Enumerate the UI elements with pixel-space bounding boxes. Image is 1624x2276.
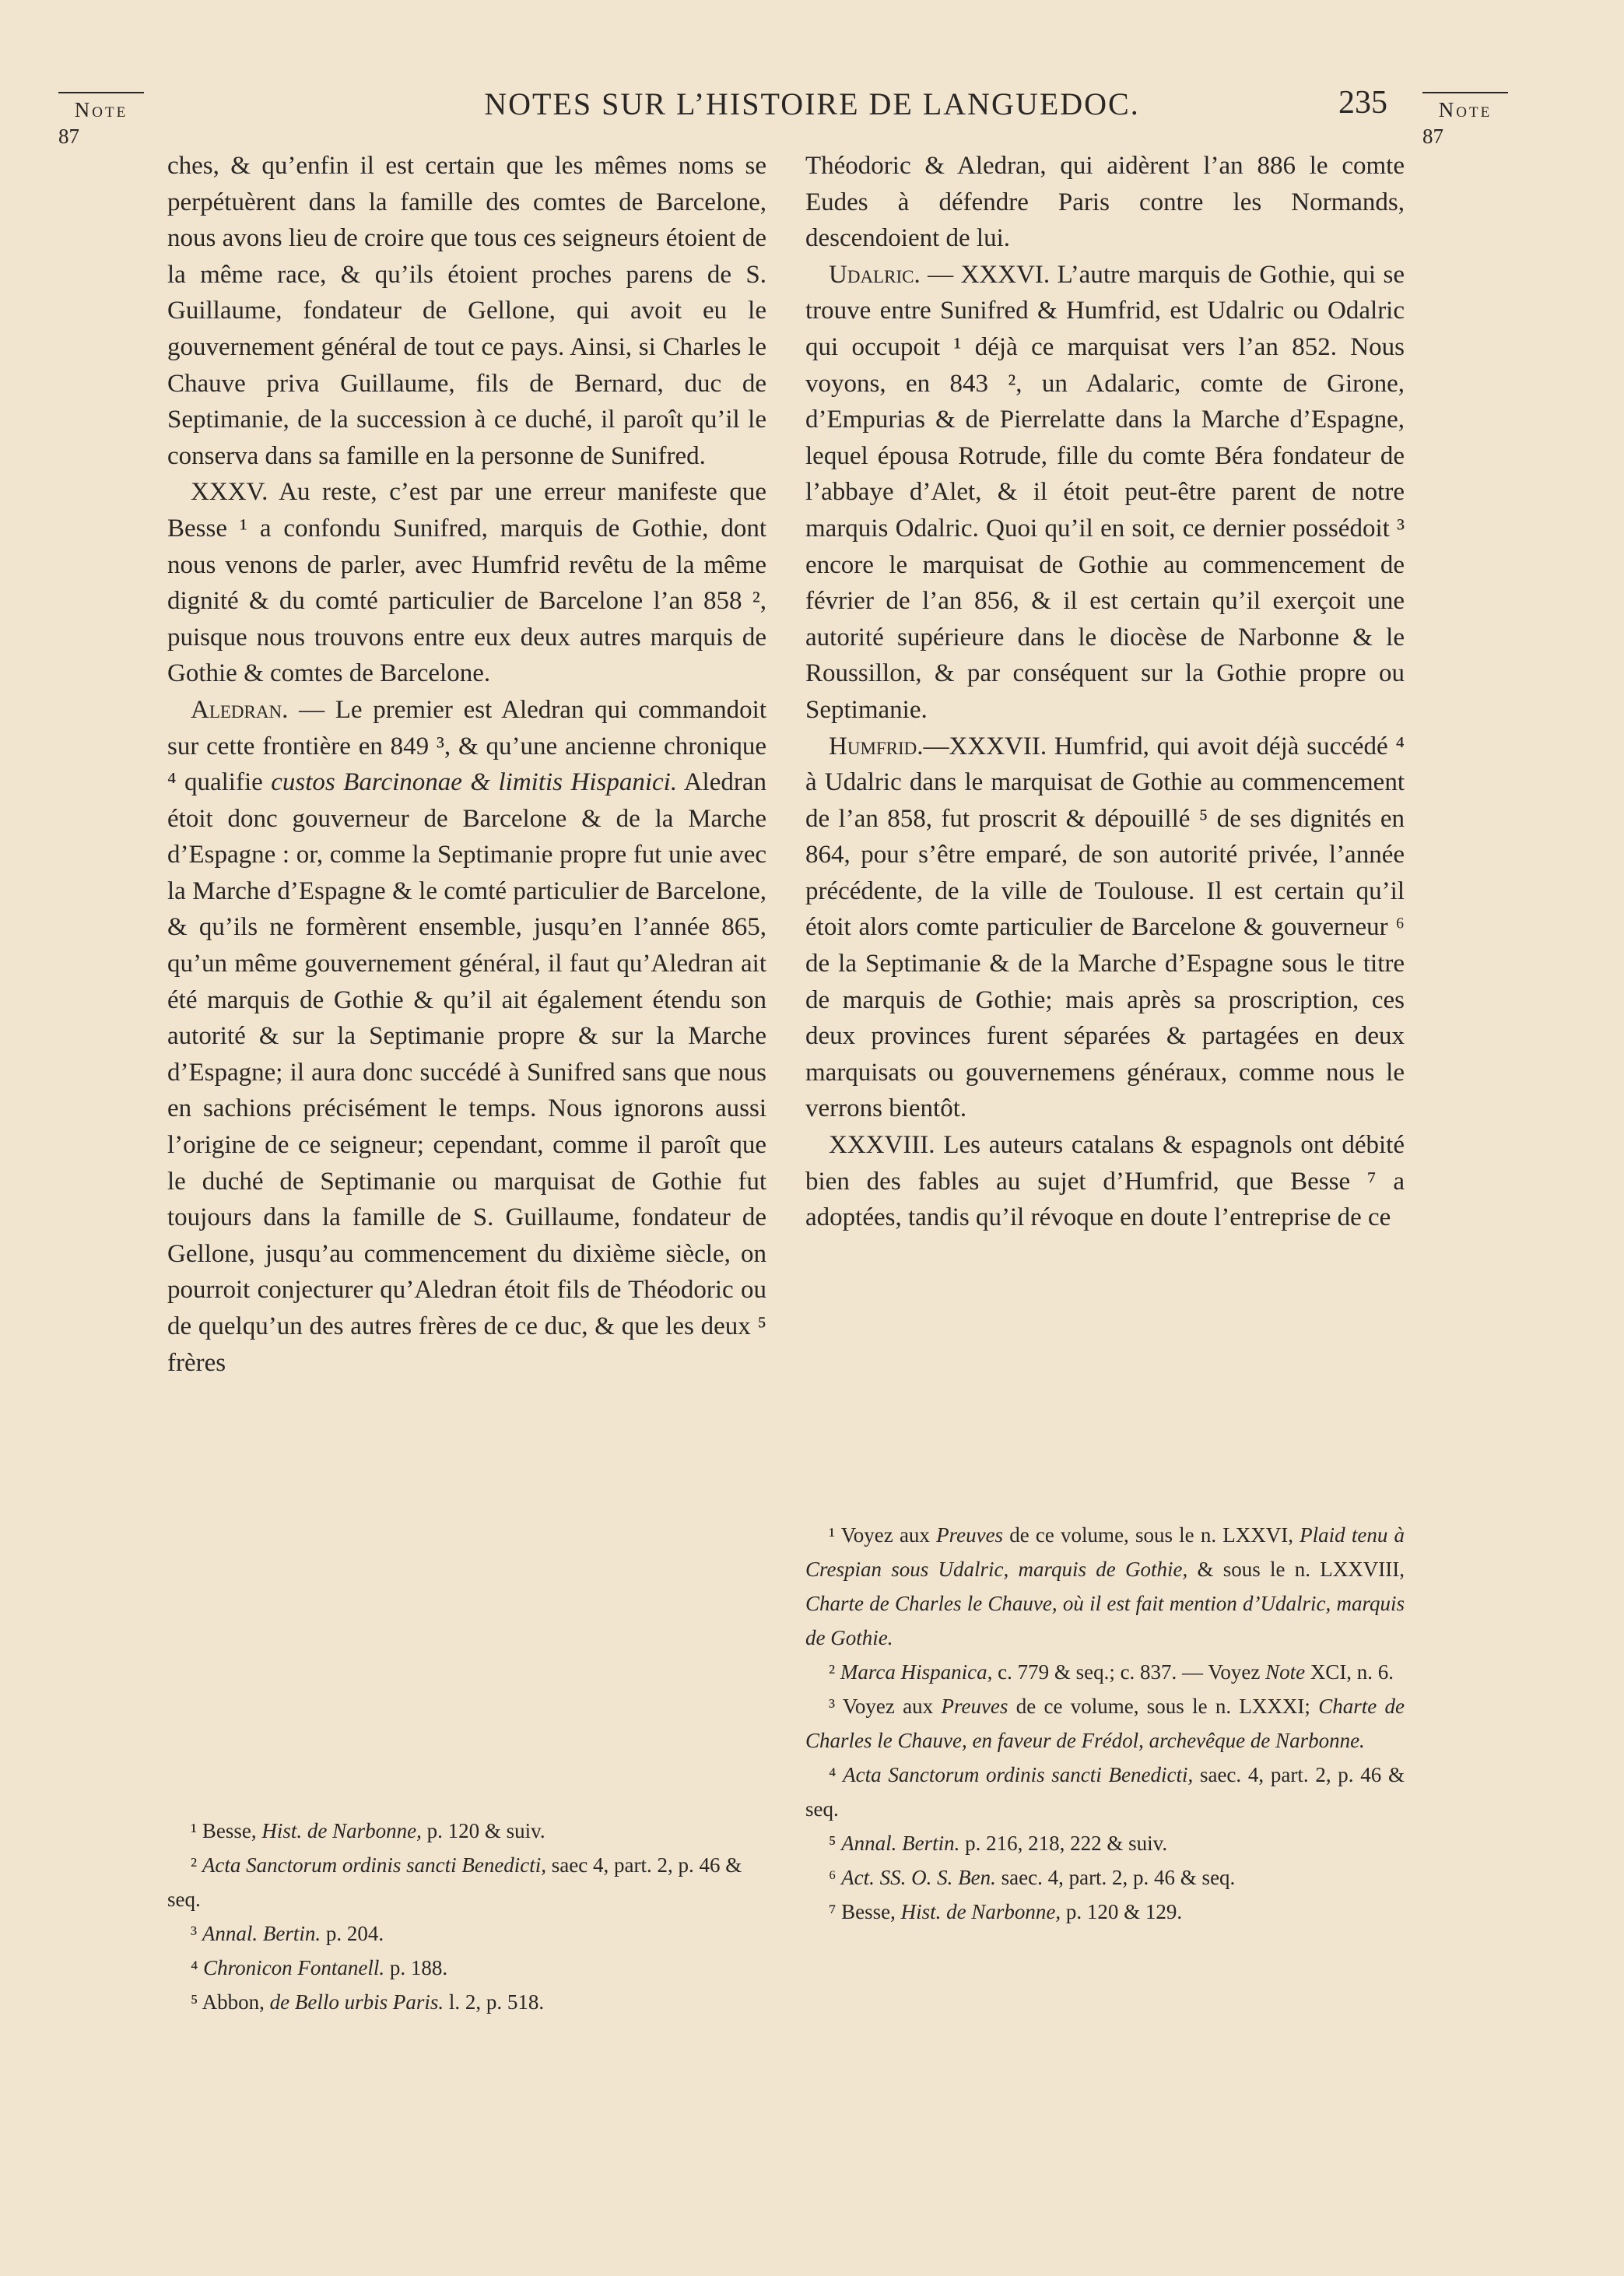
left-text-column: [167, 148, 766, 1381]
margin-note-number: 87: [58, 125, 79, 148]
right-text-column: [805, 148, 1405, 1236]
footnote-5: ⁵ Abbon, de Bello urbis Paris. l. 2, p. 518.: [191, 1990, 545, 2014]
section-head-udalric: Udalric.: [829, 260, 921, 289]
margin-note-number: 87: [1422, 125, 1443, 148]
footnote-6: ⁶ Act. SS. O. S. Ben. saec. 4, part. 2, p. 46 & seq.: [829, 1866, 1236, 1889]
paragraph: ches, & qu’enfin il est certain que les mêmes noms se perpétuèrent dans la famille des comtes de Barcelone, nous avons lieu de croire que tous ces seigneurs étoient de la même race, & qu’ils étoient proches parens de S. Guillaume, fondateur de Gellone, qui avoit eu le gouvernement général de tout ce pays. Ainsi, si Charles le Chauve priva Guillaume, fils de Bernard, duc de Septimanie, de la succession à ce duché, il paroît qu’il le conserva dans sa famille en la personne de Sunifred.: [167, 152, 766, 470]
margin-note-label: Note: [74, 98, 128, 121]
section-head-humfrid: Humfrid.: [829, 732, 924, 760]
text: —XXXVII. Humfrid, qui avoit déjà succédé ⁴ à Udalric dans le marquisat de Gothie au commencement de l’an 858, fut proscrit & dépouillé ⁵ de ses dignités en 864, pour s’être emparé, de son autorité privée, l’année précédente, de la ville de Toulouse. Il est certain qu’il étoit alors comte particulier de Barcelone & gouverneur ⁶ de la Septimanie & de la Marche d’Espagne sous le titre de marquis de Gothie; mais après sa proscription, ces deux provinces furent séparées & partagées en deux marquisats ou gouvernemens généraux, comme nous le verrons bientôt.: [805, 732, 1405, 1123]
section-head-aledran: Aledran.: [191, 695, 289, 724]
page-number: 235: [1338, 85, 1387, 121]
right-footnotes: [805, 1518, 1405, 1929]
paragraph-aledran: [167, 692, 766, 1381]
right-margin-note: [1422, 92, 1508, 149]
footnote-3: ³ Annal. Bertin. p. 204.: [191, 1922, 384, 1945]
left-margin-note: [58, 92, 144, 149]
footnote-4: ⁴ Chronicon Fontanell. p. 188.: [191, 1956, 448, 1979]
paragraph-xxxviii: XXXVIII. Les auteurs catalans & espagnols ont débité bien des fables au sujet d’Humfrid, que Besse ⁷ a adoptées, tandis qu’il révoque en doute l’entreprise de ce: [805, 1131, 1405, 1232]
paragraph: Théodoric & Aledran, qui aidèrent l’an 886 le comte Eudes à défendre Paris contre les Normands, descendoient de lui.: [805, 152, 1405, 253]
footnote-4: ⁴ Acta Sanctorum ordinis sancti Benedicti, saec. 4, part. 2, p. 46 & seq.: [805, 1763, 1405, 1821]
italic-text: custos Barcinonae & limitis Hispanici.: [271, 768, 678, 797]
paragraph-humfrid: [805, 729, 1405, 1128]
footnote-7: ⁷ Besse, Hist. de Narbonne, p. 120 & 129.: [829, 1900, 1183, 1923]
footnote-5: ⁵ Annal. Bertin. p. 216, 218, 222 & suiv.: [829, 1832, 1168, 1855]
text: — Le premier est Aledran qui commandoit sur cette frontière en 849 ³, & qu’une ancienne chronique ⁴ qualifie: [167, 695, 766, 797]
footnote-1: ¹ Besse, Hist. de Narbonne, p. 120 & suiv.: [191, 1819, 545, 1842]
text: — XXXVI. L’autre marquis de Gothie, qui se trouve entre Sunifred & Humfrid, est Udalric ou Odalric qui occupoit ¹ déjà ce marquisat vers l’an 852. Nous voyons, en 843 ², un Adalaric, comte de Girone, d’Empurias & de Pierrelatte dans la Marche d’Espagne, lequel épousa Rotrude, fille du comte Béra fondateur de l’abbaye d’Alet, & il étoit peut-être parent de notre marquis Odalric. Quoi qu’il en soit, ce dernier possédoit ³ encore le marquisat de Gothie au commencement de février de l’an 856, & il est certain qu’il exerçoit une autorité supérieure dans le diocèse de Narbonne & le Roussillon, & par conséquent sur la Gothie propre ou Septimanie.: [805, 260, 1405, 724]
footnote-3: ³ Voyez aux Preuves de ce volume, sous le n. LXXXI; Charte de Charles le Chauve, en faveur de Frédol, archevêque de Narbonne.: [805, 1695, 1405, 1752]
paragraph-udalric: [805, 257, 1405, 729]
footnote-1: ¹ Voyez aux Preuves de ce volume, sous le n. LXXVI, Plaid tenu à Crespian sous Udalric, marquis de Gothie, & sous le n. LXXVIII, Charte de Charles le Chauve, où il est fait mention d’Udalric, marquis de Gothie.: [805, 1523, 1405, 1649]
left-footnotes: [167, 1814, 766, 2019]
page-header-title: NOTES SUR L’HISTOIRE DE LANGUEDOC.: [484, 86, 1140, 121]
footnote-2: ² Marca Hispanica, c. 779 & seq.; c. 837. — Voyez Note XCI, n. 6.: [829, 1660, 1394, 1684]
paragraph-xxxv: XXXV. Au reste, c’est par une erreur manifeste que Besse ¹ a confondu Sunifred, marquis de Gothie, dont nous venons de parler, avec Humfrid revêtu de la même dignité & du comté particulier de Barcelone l’an 858 ², puisque nous trouvons entre eux deux autres marquis de Gothie & comtes de Barcelone.: [167, 478, 766, 688]
footnote-2: ² Acta Sanctorum ordinis sancti Benedicti, saec 4, part. 2, p. 46 & seq.: [167, 1853, 742, 1911]
text: Aledran étoit donc gouverneur de Barcelone & de la Marche d’Espagne : or, comme la Septimanie propre fut unie avec la Marche d’Espagne & le comté particulier de Barcelone, & qu’ils ne formèrent ensemble, jusqu’en l’année 865, qu’un même gouvernement général, il faut qu’Aledran ait été marquis de Gothie & qu’il ait également étendu son autorité & sur la Septimanie propre & sur la Marche d’Espagne; il aura donc succédé à Sunifred sans que nous en sachions précisément le temps. Nous ignorons aussi l’origine de ce seigneur; cependant, comme il paroît que le duché de Septimanie ou marquisat de Gothie fut toujours dans la famille de S. Guillaume, fondateur de Gellone, jusqu’au commencement du dixième siècle, on pourroit conjecturer qu’Aledran étoit fils de Théodoric ou de quelqu’un des autres frères de ce duc, & que les deux ⁵ frères: [167, 768, 767, 1377]
margin-note-label: Note: [1438, 98, 1492, 121]
